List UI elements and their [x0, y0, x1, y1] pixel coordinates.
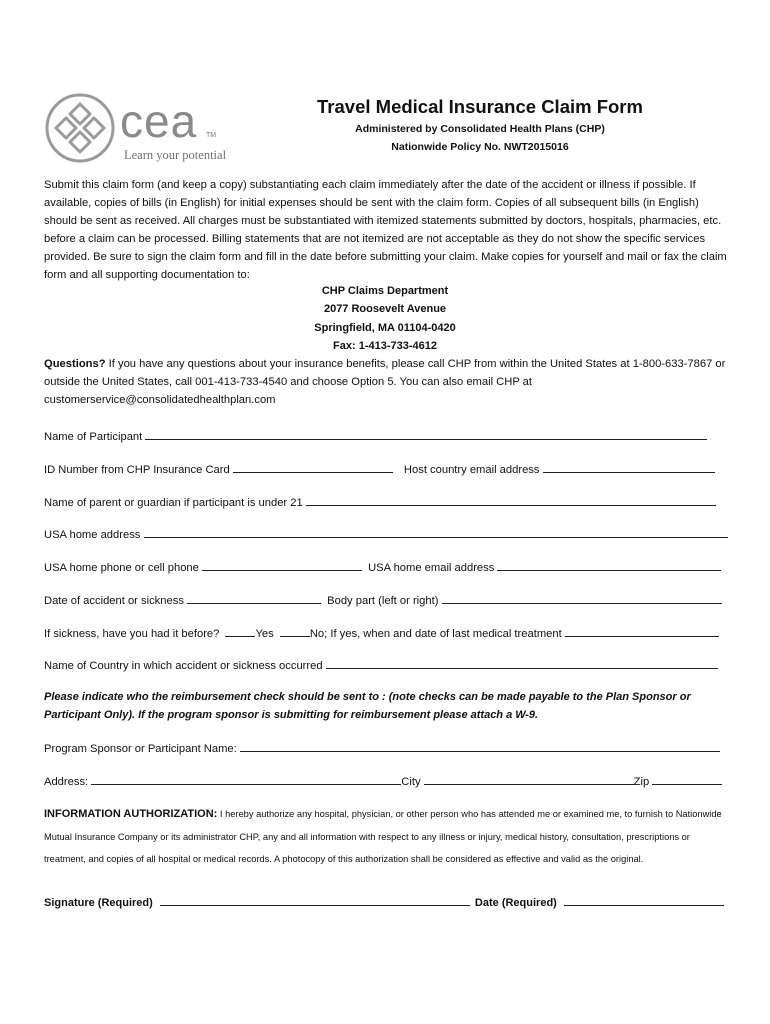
- authorization-heading: INFORMATION AUTHORIZATION:: [44, 808, 218, 820]
- zip-field[interactable]: [652, 773, 722, 785]
- signature-field[interactable]: [160, 894, 470, 906]
- fax-line: Fax: 1-413-733-4612: [333, 339, 437, 352]
- usa-phone-label: USA home phone or cell phone: [44, 562, 199, 574]
- address-line-3: Springfield, MA 01104-0420: [314, 321, 456, 334]
- city-field[interactable]: [424, 773, 634, 785]
- sickness-row: [44, 625, 719, 641]
- logo-wordmark: cea: [120, 95, 198, 147]
- usa-phone-field[interactable]: [202, 559, 362, 571]
- authorization-text: I hereby authorize any hospital, physician, or other person who has attended me or examined me, to furnish to Nationwide Mutual Insurance Company or its administrator CHP, any and all information with respect to any illness or injury, medical history, consultation, prescriptions or treatment, and copies of all hospital or medical records. A photocopy of this authorization shall be considered as effective and valid as the original.: [44, 809, 722, 864]
- mailing-address: [44, 282, 726, 355]
- country-row: [44, 657, 718, 673]
- administrator-line: Administered by Consolidated Health Plans (CHP): [355, 123, 605, 135]
- address-line-2: 2077 Roosevelt Avenue: [323, 303, 447, 316]
- city-label: City: [401, 776, 421, 788]
- payee-name-row: [44, 740, 720, 756]
- body-part-field[interactable]: [442, 592, 722, 604]
- signature-row: [44, 894, 724, 909]
- id-number-field[interactable]: [233, 461, 393, 473]
- payee-address-label: Address:: [44, 776, 89, 788]
- guardian-name-field[interactable]: [306, 494, 716, 506]
- id-number-label: ID Number from CHP Insurance Card: [44, 464, 230, 476]
- usa-address-field[interactable]: [144, 526, 728, 538]
- yes-blank[interactable]: [225, 625, 255, 637]
- country-field[interactable]: [326, 657, 718, 669]
- payee-address-field[interactable]: [91, 773, 401, 785]
- cea-logo: [44, 92, 244, 166]
- body-part-label: Body part (left or right): [327, 595, 439, 607]
- reimbursement-note: Please indicate who the reimbursement check should be sent to : (note checks can be made payable to the Plan Sponsor or Participant Only). If the program sponsor is submitting for reimbursement please attach a W-9.: [44, 691, 691, 721]
- no-label: No; If yes, when and date of last medical treatment: [309, 628, 562, 640]
- accident-date-field[interactable]: [187, 592, 321, 604]
- usa-address-row: [44, 526, 728, 542]
- participant-name-row: [44, 428, 707, 444]
- sickness-before-label: If sickness, have you had it before?: [44, 628, 220, 640]
- guardian-name-label: Name of parent or guardian if participant is under 21: [44, 497, 303, 509]
- payee-address-row: [44, 773, 722, 789]
- questions-label: Questions?: [44, 358, 106, 370]
- policy-line: Nationwide Policy No. NWT2015016: [391, 141, 569, 153]
- country-label: Name of Country in which accident or sickness occurred: [44, 660, 323, 672]
- questions-paragraph: [44, 355, 734, 409]
- guardian-row: [44, 494, 716, 510]
- usa-email-field[interactable]: [497, 559, 721, 571]
- authorization-paragraph: [44, 803, 734, 871]
- payee-name-field[interactable]: [240, 740, 720, 752]
- logo-tagline: Learn your potential: [124, 148, 227, 162]
- logo-trademark: TM: [206, 132, 217, 139]
- usa-email-label: USA home email address: [368, 562, 495, 574]
- accident-date-label: Date of accident or sickness: [44, 595, 184, 607]
- signature-label: Signature (Required): [44, 897, 153, 909]
- form-title: Travel Medical Insurance Claim Form: [317, 96, 643, 117]
- usa-address-label: USA home address: [44, 529, 141, 541]
- instructions-paragraph: Submit this claim form (and keep a copy) substantiating each claim immediately after the date of the accident or illness if possible. If available, copies of bills (in English) for initial expenses should be sent with the claim form. Copies of all subsequent bills (in English) should be sent as received. All charges must be substantiated with itemized statements submitted by doctors, hospitals, pharmacies, etc. before a claim can be processed. Billing statements that are not itemized are not acceptable as they do not show the specific services provided. Be sure to sign the claim form and fill in the date before submitting your claim. Make copies for yourself and mail or fax the claim form and all supporting documentation to:: [44, 179, 727, 281]
- date-field[interactable]: [564, 894, 724, 906]
- id-email-row: [44, 461, 715, 477]
- participant-name-label: Name of Participant: [44, 431, 143, 443]
- accident-row: [44, 592, 722, 608]
- host-email-label: Host country email address: [403, 464, 540, 476]
- last-treatment-field[interactable]: [565, 625, 719, 637]
- usa-contact-row: [44, 559, 721, 575]
- zip-label: Zip: [633, 776, 650, 788]
- no-blank[interactable]: [280, 625, 310, 637]
- questions-text: If you have any questions about your insurance benefits, please call CHP from within the United States at 1-800-633-7867 or outside the United States, call 001-413-733-4540 and choose Option 5. You can also email CHP at customerservice@consolidatedhealthplan.com: [44, 358, 726, 406]
- payee-name-label: Program Sponsor or Participant Name:: [44, 743, 237, 755]
- cea-emblem-icon: [44, 92, 116, 164]
- address-line-1: CHP Claims Department: [321, 285, 449, 297]
- yes-label: Yes: [255, 628, 274, 640]
- date-label: Date (Required): [474, 897, 557, 909]
- host-email-field[interactable]: [543, 461, 715, 473]
- participant-name-field[interactable]: [145, 428, 707, 440]
